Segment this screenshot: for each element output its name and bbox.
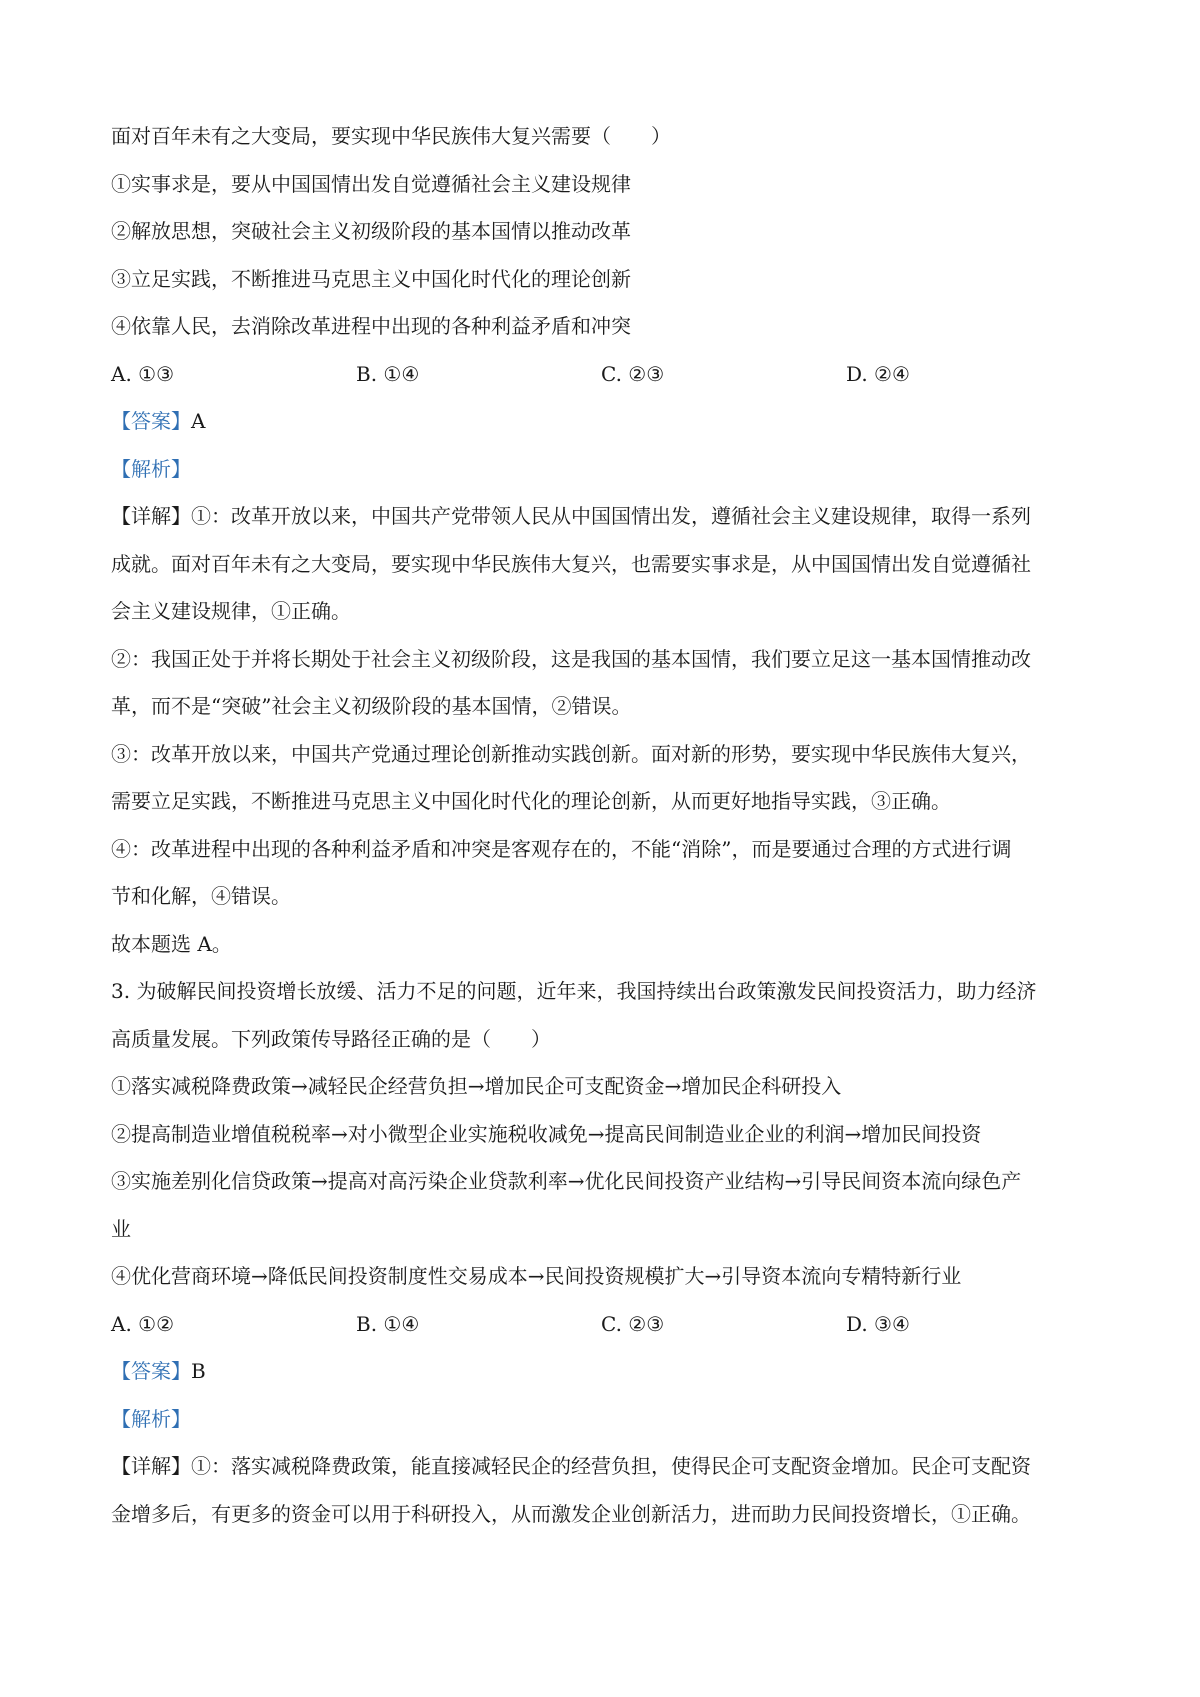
q3-detail-line-1	[111, 1443, 1106, 1491]
q3-detail-tag: 【详解】	[111, 1454, 191, 1478]
q3-item-1: ①落实减税降费政策→减轻民企经营负担→增加民企可支配资金→增加民企科研投入	[111, 1074, 842, 1098]
q2-item-3: ③立足实践，不断推进马克思主义中国化时代化的理论创新	[111, 266, 631, 291]
q3-answer-value: B	[191, 1359, 206, 1383]
q3-item-3: ③实施差别化信贷政策→提高对高污染企业贷款利率→优化民间投资产业结构→引导民间资本流向绿色产	[111, 1169, 1022, 1193]
q3-option-d: D. ③④	[846, 1311, 910, 1336]
q2-detail-tag: 【详解】	[111, 504, 191, 528]
q2-detail-line-5: 革，而不是“突破”社会主义初级阶段的基本国情，②错误。	[111, 694, 632, 718]
q2-detail-line-4: ②：我国正处于并将长期处于社会主义初级阶段，这是我国的基本国情，我们要立足这一基本国情推动改	[111, 646, 1031, 671]
q3-option-a: A. ①②	[111, 1311, 175, 1336]
q2-detail-text-1: ①：改革开放以来，中国共产党带领人民从中国国情出发，遵循社会主义建设规律，取得一系列	[191, 504, 1031, 528]
q2-conclusion: 故本题选 A。	[111, 931, 232, 956]
q2-analysis	[111, 446, 1106, 494]
q2-stem: 面对百年未有之大变局，要实现中华民族伟大复兴需要（ ）	[111, 124, 671, 148]
q3-item-3-cont: 业	[111, 1216, 131, 1241]
q3-detail-text-1: ①：落实减税降费政策，能直接减轻民企的经营负担，使得民企可支配资金增加。民企可支配资	[191, 1454, 1031, 1478]
q2-detail-line-2: 成就。面对百年未有之大变局，要实现中华民族伟大复兴，也需要实事求是，从中国国情出发自觉遵循社	[111, 551, 1031, 576]
q3-analysis-tag: 【解析】	[111, 1406, 191, 1431]
q2-detail-line-3: 会主义建设规律，①正确。	[111, 599, 351, 623]
q2-option-c: C. ②③	[601, 361, 665, 386]
q3-item-2: ②提高制造业增值税税率→对小微型企业实施税收减免→提高民间制造业企业的利润→增加民间投资	[111, 1121, 982, 1146]
q2-analysis-tag: 【解析】	[111, 456, 191, 481]
q2-detail-line-7: 需要立足实践，不断推进马克思主义中国化时代化的理论创新，从而更好地指导实践，③正确。	[111, 789, 951, 813]
q2-detail-line-6: ③：改革开放以来，中国共产党通过理论创新推动实践创新。面对新的形势，要实现中华民族伟大复兴，	[111, 741, 1031, 766]
q2-options	[111, 351, 1106, 399]
q2-detail-line-9: 节和化解，④错误。	[111, 884, 291, 908]
q2-detail-line-8: ④：改革进程中出现的各种利益矛盾和冲突是客观存在的，不能“消除”，而是要通过合理的方式进行调	[111, 836, 1012, 861]
q3-option-b: B. ①④	[356, 1311, 420, 1336]
page-content	[111, 113, 1106, 1538]
q2-answer-value: A	[191, 409, 206, 433]
q2-item-1: ①实事求是，要从中国国情出发自觉遵循社会主义建设规律	[111, 171, 631, 196]
q3-option-c: C. ②③	[601, 1311, 665, 1336]
q2-option-d: D. ②④	[846, 361, 910, 386]
q2-option-b: B. ①④	[356, 361, 420, 386]
q3-stem-line-1: 3. 为破解民间投资增长放缓、活力不足的问题，近年来，我国持续出台政策激发民间投资活力，助力经济	[111, 979, 1037, 1003]
q2-answer	[111, 398, 1106, 446]
q2-option-a: A. ①③	[111, 361, 175, 386]
q3-answer-tag: 【答案】	[111, 1359, 191, 1383]
q2-answer-tag: 【答案】	[111, 409, 191, 433]
q3-item-4: ④优化营商环境→降低民间投资制度性交易成本→民间投资规模扩大→引导资本流向专精特新行业	[111, 1264, 962, 1288]
q3-answer	[111, 1348, 1106, 1396]
q2-item-4: ④依靠人民，去消除改革进程中出现的各种利益矛盾和冲突	[111, 314, 631, 338]
q3-options	[111, 1301, 1106, 1349]
q3-analysis	[111, 1396, 1106, 1444]
q2-detail-line-1	[111, 493, 1106, 541]
q2-item-2: ②解放思想，突破社会主义初级阶段的基本国情以推动改革	[111, 219, 631, 243]
q3-detail-line-2: 金增多后，有更多的资金可以用于科研投入，从而激发企业创新活力，进而助力民间投资增长，①正确。	[111, 1501, 1031, 1526]
q3-stem-line-2: 高质量发展。下列政策传导路径正确的是（ ）	[111, 1026, 551, 1051]
